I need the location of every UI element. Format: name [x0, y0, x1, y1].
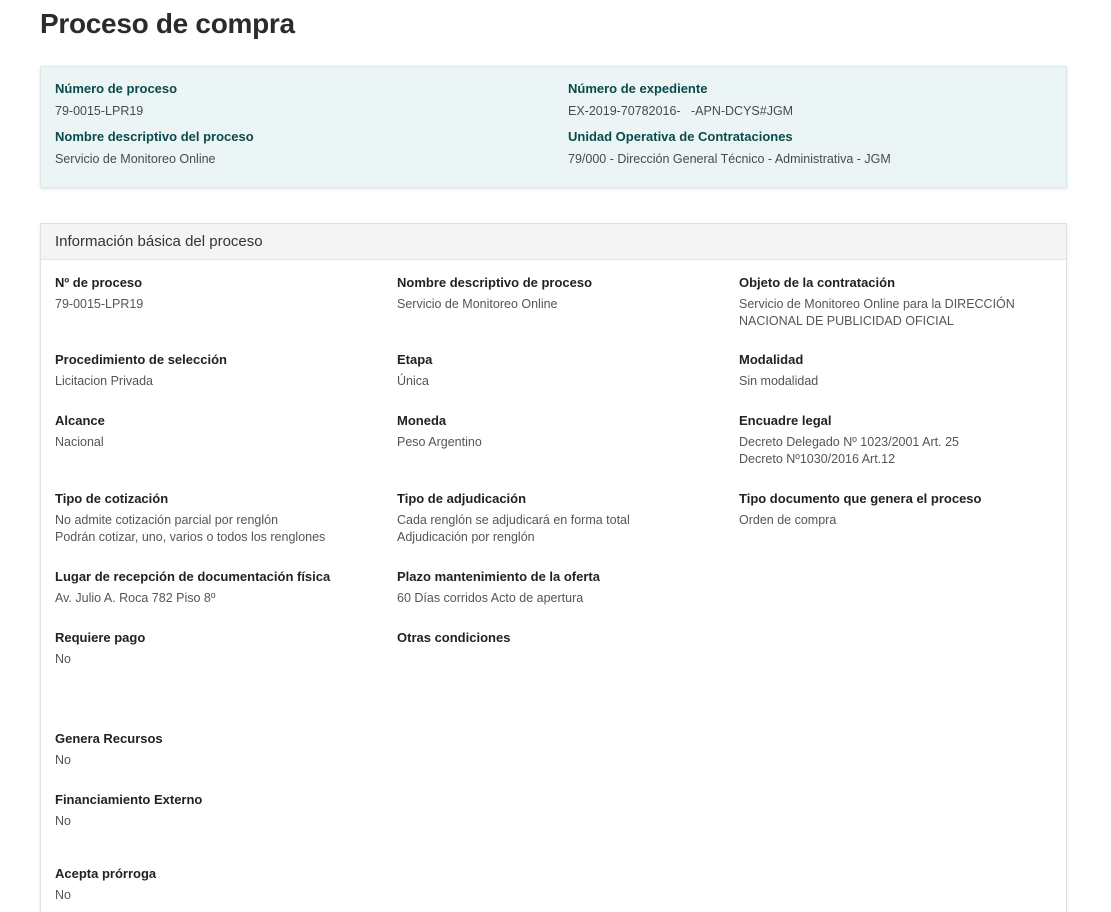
summary-value: 79/000 - Dirección General Técnico - Administrativa - JGM	[568, 152, 891, 166]
field-label: Genera Recursos	[55, 731, 163, 746]
field-values	[55, 296, 143, 313]
field-values	[55, 887, 156, 904]
field-value: Única	[397, 374, 429, 388]
summary-label: Número de expediente	[568, 81, 708, 96]
field-label: Requiere pago	[55, 630, 146, 645]
field-value: Decreto Nº1030/2016 Art.12	[739, 452, 896, 466]
field-nro-proceso	[55, 275, 143, 313]
field-values	[739, 296, 1039, 330]
field-values	[55, 434, 105, 451]
field-value: Adjudicación por renglón	[397, 530, 535, 544]
field-label: Procedimiento de selección	[55, 352, 227, 367]
field-label: Lugar de recepción de documentación física	[55, 569, 331, 584]
field-tipo-adjudicacion	[397, 491, 630, 546]
field-values	[397, 590, 600, 607]
summary-value: 79-0015-LPR19	[55, 104, 144, 118]
field-value: Nacional	[55, 435, 104, 449]
field-genera-recursos	[55, 731, 163, 769]
field-objeto	[739, 275, 1039, 330]
field-values	[397, 373, 432, 390]
field-values	[739, 512, 981, 529]
field-alcance	[55, 413, 105, 451]
summary-numero-expediente	[568, 81, 793, 119]
field-value: 60 Días corridos Acto de apertura	[397, 591, 584, 605]
field-moneda	[397, 413, 482, 451]
field-value: Servicio de Monitoreo Online para la DIRECCIÓN NACIONAL DE PUBLICIDAD OFICIAL	[739, 297, 1015, 328]
field-value: No	[55, 652, 71, 666]
summary-value: Servicio de Monitoreo Online	[55, 152, 216, 166]
field-lugar-recepcion	[55, 569, 330, 607]
summary-value: EX-2019-70782016- -APN-DCYS#JGM	[568, 104, 794, 118]
field-label: Nº de proceso	[55, 275, 143, 290]
field-modalidad	[739, 352, 818, 390]
field-requiere-pago	[55, 630, 145, 668]
field-value: Av. Julio A. Roca 782 Piso 8º	[55, 591, 216, 605]
field-label: Tipo de cotización	[55, 491, 169, 506]
field-label: Encuadre legal	[739, 413, 832, 428]
field-value: Sin modalidad	[739, 374, 819, 388]
field-label: Tipo de adjudicación	[397, 491, 527, 506]
field-value: No	[55, 814, 71, 828]
summary-unidad-operativa	[568, 129, 891, 167]
field-tipo-cotizacion	[55, 491, 325, 546]
field-label: Modalidad	[739, 352, 804, 367]
field-values	[55, 373, 227, 390]
process-summary	[40, 66, 1067, 188]
field-value: Podrán cotizar, uno, varios o todos los renglones	[55, 530, 326, 544]
field-etapa	[397, 352, 432, 390]
field-values	[55, 752, 163, 769]
summary-label: Nombre descriptivo del proceso	[55, 129, 254, 144]
field-value: No	[55, 753, 71, 767]
panel-title: Información básica del proceso	[41, 224, 1066, 260]
summary-numero-proceso	[55, 81, 177, 119]
summary-nombre-descriptivo	[55, 129, 254, 167]
field-encuadre	[739, 413, 959, 468]
field-values	[397, 434, 482, 451]
field-values	[55, 512, 325, 546]
field-plazo	[397, 569, 600, 607]
page-title: Proceso de compra	[40, 8, 295, 39]
field-values	[397, 296, 592, 313]
field-values	[55, 590, 330, 607]
summary-label: Unidad Operativa de Contrataciones	[568, 129, 793, 144]
field-label: Moneda	[397, 413, 447, 428]
field-value: 79-0015-LPR19	[55, 297, 144, 311]
field-label: Acepta prórroga	[55, 866, 157, 881]
field-label: Nombre descriptivo de proceso	[397, 275, 593, 290]
field-label: Objeto de la contratación	[739, 275, 896, 290]
summary-label: Número de proceso	[55, 81, 178, 96]
field-value: Servicio de Monitoreo Online	[397, 297, 558, 311]
field-values	[739, 373, 818, 390]
field-value: Peso Argentino	[397, 435, 482, 449]
field-acepta-prorroga	[55, 866, 156, 904]
field-values	[397, 512, 630, 546]
field-value: No	[55, 888, 71, 902]
field-label: Etapa	[397, 352, 433, 367]
field-label: Alcance	[55, 413, 105, 428]
field-values	[55, 813, 202, 830]
field-procedimiento	[55, 352, 227, 390]
field-label: Plazo mantenimiento de la oferta	[397, 569, 600, 584]
field-tipo-documento	[739, 491, 981, 529]
field-nombre-proceso	[397, 275, 592, 313]
field-otras-condiciones	[397, 630, 510, 646]
field-values	[55, 651, 145, 668]
field-label: Otras condiciones	[397, 630, 511, 645]
field-value: Licitacion Privada	[55, 374, 153, 388]
field-value: Cada renglón se adjudicará en forma total	[397, 513, 630, 527]
field-financiamiento	[55, 792, 202, 830]
field-values	[739, 434, 959, 468]
field-value: No admite cotización parcial por renglón	[55, 513, 279, 527]
field-value: Orden de compra	[739, 513, 837, 527]
field-label: Financiamiento Externo	[55, 792, 203, 807]
field-label: Tipo documento que genera el proceso	[739, 491, 982, 506]
basic-info-panel	[40, 223, 1067, 912]
field-value: Decreto Delegado Nº 1023/2001 Art. 25	[739, 435, 959, 449]
